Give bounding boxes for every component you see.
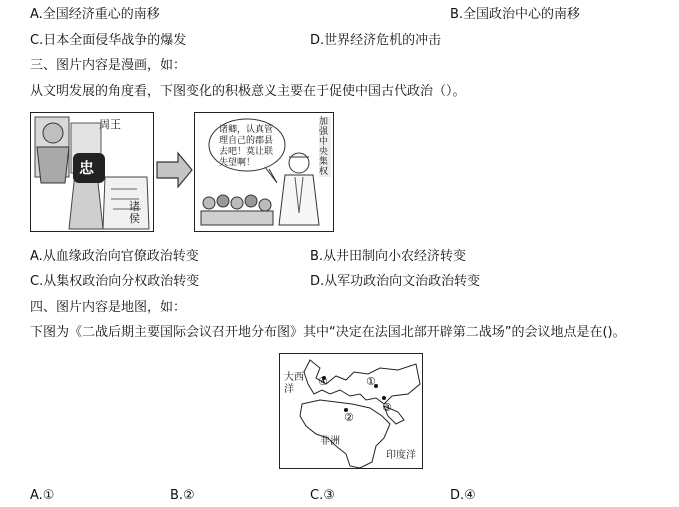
s4-option-d: D.④	[450, 488, 476, 503]
map-marker-3: ③	[382, 401, 392, 414]
section4-question: 下图为《二战后期主要国际会议召开地分布图》其中“决定在法国北部开辟第二战场”的会议地点是在()。	[30, 325, 626, 340]
s4-option-c: C.③	[310, 488, 335, 503]
section3-heading: 三、图片内容是漫画，如：	[30, 58, 187, 73]
q1-option-d: D.世界经济危机的冲击	[310, 33, 442, 48]
map-marker-1: ①	[366, 375, 376, 388]
transition-arrow-icon	[156, 150, 194, 190]
map-marker-2: ②	[344, 411, 354, 424]
ww2-conference-map	[279, 353, 423, 469]
cartoon-panel-after	[194, 112, 334, 232]
q1-option-b: B.全国政治中心的南移	[450, 7, 581, 22]
label-atlantic: 大西 洋	[284, 372, 304, 395]
s3-option-b: B.从井田制向小农经济转变	[310, 249, 467, 264]
label-indian-ocean: 印度洋	[386, 450, 416, 461]
q1-option-a: A.全国经济重心的南移	[30, 7, 160, 22]
s3-option-a: A.从血缘政治向官僚政治转变	[30, 249, 199, 264]
map-marker-4: ④	[318, 375, 328, 388]
q1-option-c: C.日本全面侵华战争的爆发	[30, 33, 187, 48]
section3-question: 从文明发展的角度看，下图变化的积极意义主要在于促使中国古代政治（）。	[30, 84, 466, 99]
emperor-speech: 诸卿，认真管 理自己的郡县 去吧！莫让联 失望啊！	[219, 125, 274, 168]
s3-option-d: D.从军功政治向文治政治转变	[310, 274, 481, 289]
s4-option-b: B.②	[170, 488, 195, 503]
section4-heading: 四、图片内容是地图，如：	[30, 300, 187, 315]
s3-option-c: C.从集权政治向分权政治转变	[30, 274, 200, 289]
cartoon-panel-before	[30, 112, 154, 232]
label-africa: 非洲	[320, 436, 340, 447]
s4-option-a: A.①	[30, 488, 55, 503]
label-lords: 诸侯	[129, 200, 140, 225]
loyalty-stamp: 忠	[79, 159, 95, 177]
label-king: 周王	[99, 118, 121, 131]
side-banner: 加强中央集权	[319, 117, 331, 177]
